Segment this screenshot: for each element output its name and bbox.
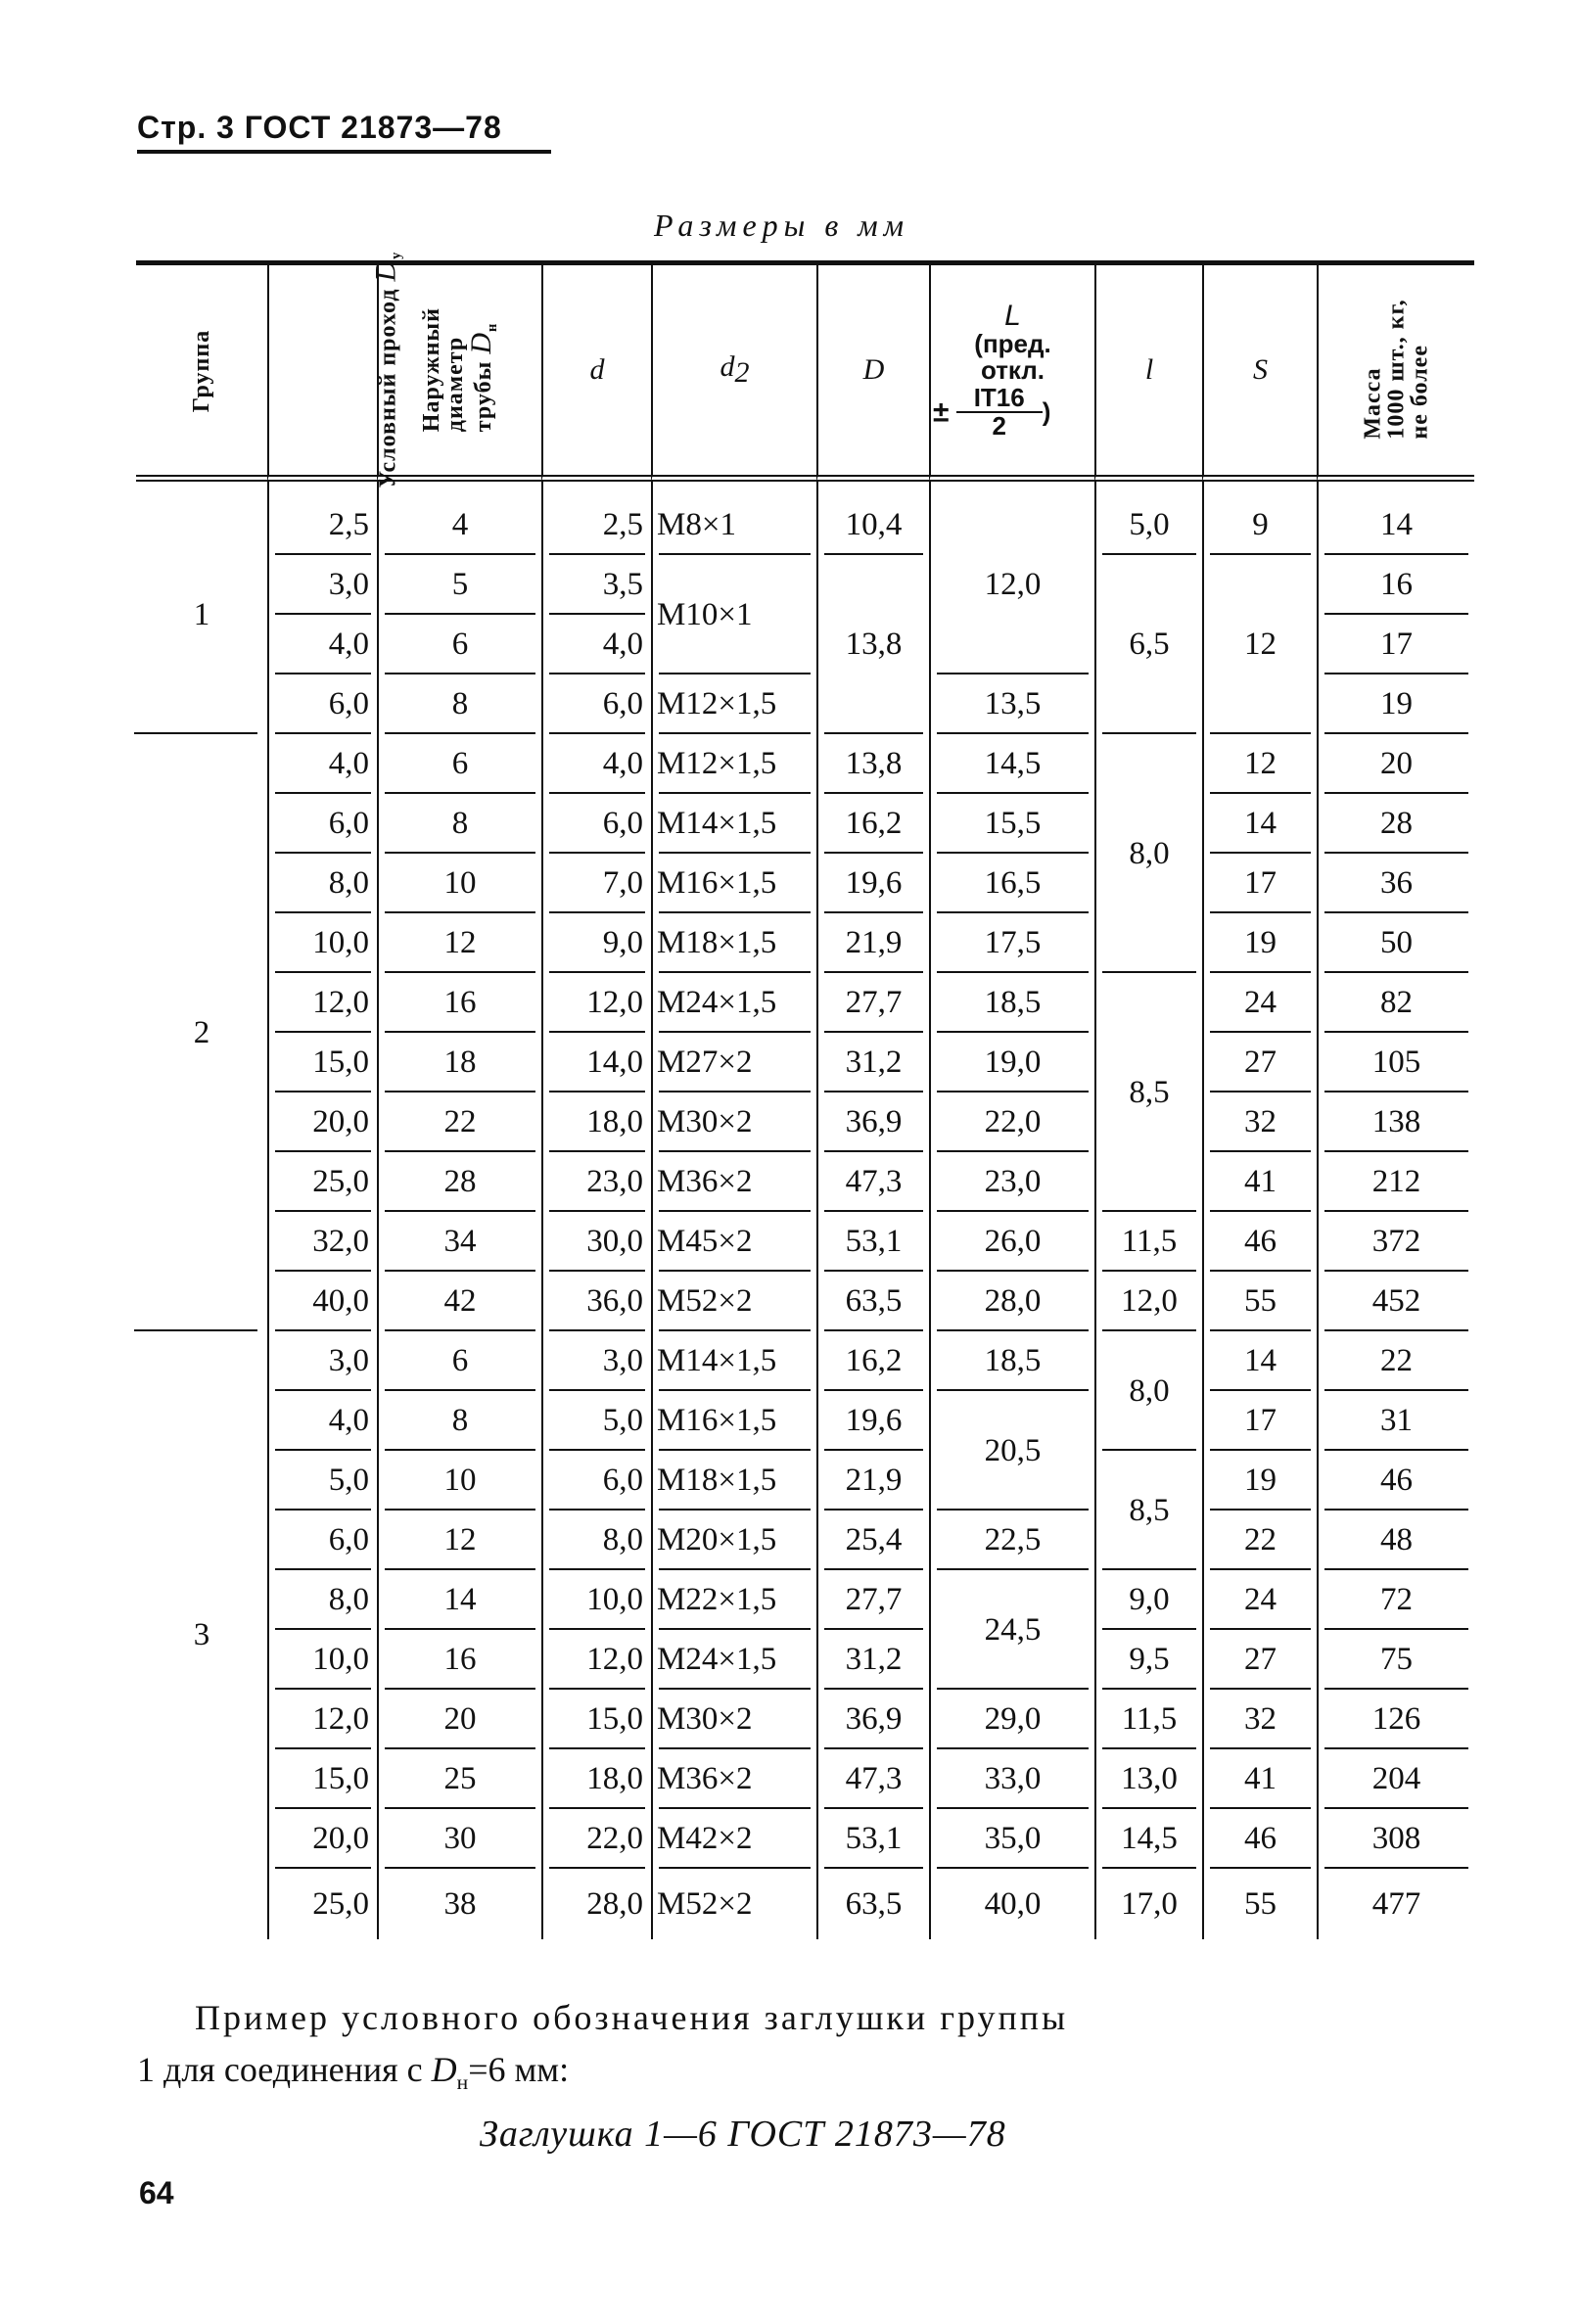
dimensions-table <box>136 252 1474 1939</box>
table-cell: 22 <box>1317 1331 1474 1391</box>
table-cell: 4,0 <box>267 1391 377 1451</box>
spacer-cell <box>541 482 651 495</box>
table-cell: 14 <box>1202 794 1317 854</box>
table-cell: 6,5 <box>1094 555 1202 734</box>
designation-example: Заглушка 1—6 ГОСТ 21873—78 <box>480 2114 1006 2155</box>
table-row <box>136 1092 1474 1152</box>
col-header-l: l <box>1094 265 1202 482</box>
table-cell: 16 <box>1317 555 1474 615</box>
table-cell: 6,0 <box>267 794 377 854</box>
table-cell: 5,0 <box>267 1451 377 1511</box>
table-cell: 55 <box>1202 1869 1317 1939</box>
table-cell: 4,0 <box>267 615 377 674</box>
table-cell: 10 <box>377 854 541 913</box>
table-cell: 28 <box>1317 794 1474 854</box>
table-body <box>136 482 1474 1939</box>
table-cell: 9,0 <box>1094 1570 1202 1630</box>
table-cell: 10 <box>377 1451 541 1511</box>
table-cell: 24,5 <box>929 1570 1094 1690</box>
table-cell: 21,9 <box>816 913 929 973</box>
table-cell: M8×1 <box>651 495 816 555</box>
table-cell: 22,5 <box>929 1511 1094 1570</box>
table-cell: M12×1,5 <box>651 734 816 794</box>
table-cell: 19,0 <box>929 1033 1094 1092</box>
table-cell: 14 <box>1202 1331 1317 1391</box>
table-row <box>136 495 1474 555</box>
col-header-d2: $d_2$ <box>651 265 816 482</box>
table-row <box>136 854 1474 913</box>
table-cell: 3,0 <box>267 555 377 615</box>
table-cell: 6 <box>377 615 541 674</box>
table-cell: 12,0 <box>1094 1272 1202 1331</box>
table-cell: 12,0 <box>929 495 1094 674</box>
table-cell: 10,0 <box>267 913 377 973</box>
table-cell: 27,7 <box>816 1570 929 1630</box>
table-cell: 33,0 <box>929 1749 1094 1809</box>
page-number: 64 <box>139 2175 174 2210</box>
table-cell: 18,5 <box>929 1331 1094 1391</box>
table-cell: 4 <box>377 495 541 555</box>
spacer-cell <box>136 482 267 495</box>
table-cell: 13,0 <box>1094 1749 1202 1809</box>
table-cell: 2,5 <box>541 495 651 555</box>
table-cell: 15,0 <box>267 1033 377 1092</box>
table-cell: 72 <box>1317 1570 1474 1630</box>
table-row <box>136 555 1474 615</box>
table-cell: 63,5 <box>816 1869 929 1939</box>
table-cell: M18×1,5 <box>651 913 816 973</box>
table-cell: M16×1,5 <box>651 854 816 913</box>
table-cell: 63,5 <box>816 1272 929 1331</box>
table-row <box>136 1272 1474 1331</box>
table-row <box>136 1749 1474 1809</box>
table-cell: 5,0 <box>541 1391 651 1451</box>
example-note-line2: 1 для соединения с $D_н=6$ мм: <box>137 2050 570 2095</box>
table-cell: 36 <box>1317 854 1474 913</box>
table-cell: M52×2 <box>651 1869 816 1939</box>
table-cell: 23,0 <box>929 1152 1094 1212</box>
table-cell: 36,0 <box>541 1272 651 1331</box>
table-cell: 18,5 <box>929 973 1094 1033</box>
table-cell: 24 <box>1202 1570 1317 1630</box>
table-cell: 12 <box>1202 734 1317 794</box>
table-cell: 19 <box>1202 913 1317 973</box>
table-cell: M36×2 <box>651 1152 816 1212</box>
table-cell: 10,0 <box>267 1630 377 1690</box>
table-cell: M45×2 <box>651 1212 816 1272</box>
table-cell: 13,8 <box>816 734 929 794</box>
table-cell: 38 <box>377 1869 541 1939</box>
table-cell: 204 <box>1317 1749 1474 1809</box>
table-cell: 14,5 <box>929 734 1094 794</box>
table-cell: 20,0 <box>267 1809 377 1869</box>
table-row <box>136 794 1474 854</box>
table-cell: 10,0 <box>541 1570 651 1630</box>
table-cell: 53,1 <box>816 1809 929 1869</box>
table-cell: 28 <box>377 1152 541 1212</box>
table-cell: 20,0 <box>267 1092 377 1152</box>
table-cell: M30×2 <box>651 1690 816 1749</box>
table-row <box>136 1212 1474 1272</box>
spacer-cell <box>1094 482 1202 495</box>
running-head: Стр. 3 ГОСТ 21873—78 <box>137 110 502 145</box>
table-cell: 22,0 <box>541 1809 651 1869</box>
table-row <box>136 913 1474 973</box>
table-cell: M30×2 <box>651 1092 816 1152</box>
table-row <box>136 973 1474 1033</box>
table-cell: M20×1,5 <box>651 1511 816 1570</box>
table-cell: 16,2 <box>816 794 929 854</box>
table-cell: 14,5 <box>1094 1809 1202 1869</box>
table-cell: 19,6 <box>816 1391 929 1451</box>
table-row <box>136 734 1474 794</box>
table-cell: 11,5 <box>1094 1212 1202 1272</box>
table-cell: 12 <box>377 1511 541 1570</box>
table-cell: 15,5 <box>929 794 1094 854</box>
table-cell: 23,0 <box>541 1152 651 1212</box>
table-cell: 4,0 <box>541 615 651 674</box>
table-cell: 16,2 <box>816 1331 929 1391</box>
table-cell: 36,9 <box>816 1690 929 1749</box>
spacer-cell <box>929 482 1094 495</box>
table-cell: 25 <box>377 1749 541 1809</box>
table-row <box>136 1809 1474 1869</box>
table-cell: 20 <box>377 1690 541 1749</box>
table-cell: 32 <box>1202 1690 1317 1749</box>
table-cell: 477 <box>1317 1869 1474 1939</box>
table-cell: 29,0 <box>929 1690 1094 1749</box>
table-cell: 16 <box>377 1630 541 1690</box>
col-header-L: L (пред. откл. ± $\frac{IT16}{2}$) <box>929 265 1094 482</box>
table-cell: 32,0 <box>267 1212 377 1272</box>
table-cell: 5,0 <box>1094 495 1202 555</box>
table-cell: M24×1,5 <box>651 973 816 1033</box>
table-cell: 126 <box>1317 1690 1474 1749</box>
table-cell: 17 <box>1202 1391 1317 1451</box>
table-cell: 46 <box>1202 1809 1317 1869</box>
table-cell: 30,0 <box>541 1212 651 1272</box>
table-cell: 22 <box>1202 1511 1317 1570</box>
table-row <box>136 1152 1474 1212</box>
table-cell: 9,5 <box>1094 1630 1202 1690</box>
table-cell: 42 <box>377 1272 541 1331</box>
group-cell: 2 <box>136 734 267 1331</box>
table-cell: 8,5 <box>1094 973 1202 1212</box>
table-cell: 14,0 <box>541 1033 651 1092</box>
table-cell: 25,0 <box>267 1869 377 1939</box>
table-cell: 19 <box>1202 1451 1317 1511</box>
table-cell: 19,6 <box>816 854 929 913</box>
table-cell: 41 <box>1202 1152 1317 1212</box>
table-cell: 8 <box>377 1391 541 1451</box>
table-cell: 12,0 <box>267 973 377 1033</box>
table-cell: 31 <box>1317 1391 1474 1451</box>
table-cell: 30 <box>377 1809 541 1869</box>
table-cell: 8,0 <box>541 1511 651 1570</box>
table-cell: 31,2 <box>816 1630 929 1690</box>
running-head-rule <box>137 150 551 154</box>
table-cell: 16,5 <box>929 854 1094 913</box>
table-cell: 25,4 <box>816 1511 929 1570</box>
table-cell: 18 <box>377 1033 541 1092</box>
table-cell: 17 <box>1317 615 1474 674</box>
table-cell: M18×1,5 <box>651 1451 816 1511</box>
table-cell: 452 <box>1317 1272 1474 1331</box>
table-cell: 212 <box>1317 1152 1474 1212</box>
table-row <box>136 1033 1474 1092</box>
table-cell: 15,0 <box>267 1749 377 1809</box>
table-cell: 47,3 <box>816 1152 929 1212</box>
table-cell: 13,8 <box>816 555 929 734</box>
table-cell: 27,7 <box>816 973 929 1033</box>
table-cell: 9,0 <box>541 913 651 973</box>
table-cell: 24 <box>1202 973 1317 1033</box>
col-header-mass: Масса 1000 шт., кг, не более <box>1317 265 1474 482</box>
table-cell: M27×2 <box>651 1033 816 1092</box>
table-cell: 138 <box>1317 1092 1474 1152</box>
table-row <box>136 1511 1474 1570</box>
table-cell: 12 <box>377 913 541 973</box>
table-cell: 40,0 <box>267 1272 377 1331</box>
example-note: Пример условного обозначения заглушки группы <box>195 1998 1069 2037</box>
col-header-D: D <box>816 265 929 482</box>
table-cell: 6 <box>377 734 541 794</box>
table-cell: 20 <box>1317 734 1474 794</box>
table-cell: 50 <box>1317 913 1474 973</box>
table-cell: 6 <box>377 1331 541 1391</box>
table-cell: 31,2 <box>816 1033 929 1092</box>
table-cell: M14×1,5 <box>651 1331 816 1391</box>
table-cell: 8,0 <box>267 1570 377 1630</box>
table-row <box>136 1391 1474 1451</box>
col-header-dy: Условный проход $D_у$ <box>267 265 377 482</box>
table-cell: 20,5 <box>929 1391 1094 1511</box>
table-cell: 27 <box>1202 1630 1317 1690</box>
table-cell: 14 <box>377 1570 541 1630</box>
table-cell: 8 <box>377 674 541 734</box>
table-cell: 55 <box>1202 1272 1317 1331</box>
table-cell: 8,5 <box>1094 1451 1202 1570</box>
table-cell: 47,3 <box>816 1749 929 1809</box>
spacer-cell <box>1317 482 1474 495</box>
table-cell: 12,0 <box>541 1630 651 1690</box>
spacer-cell <box>1202 482 1317 495</box>
spacer-row <box>136 482 1474 495</box>
table-cell: 7,0 <box>541 854 651 913</box>
table-cell: 18,0 <box>541 1092 651 1152</box>
table-cell: 8,0 <box>267 854 377 913</box>
header-row <box>136 265 1474 482</box>
table-cell: M22×1,5 <box>651 1570 816 1630</box>
table-cell: M16×1,5 <box>651 1391 816 1451</box>
table-cell: 16 <box>377 973 541 1033</box>
table-row <box>136 1630 1474 1690</box>
table-cell: M10×1 <box>651 555 816 674</box>
table-cell: 32 <box>1202 1092 1317 1152</box>
table-cell: 6,0 <box>541 794 651 854</box>
table-cell: 9 <box>1202 495 1317 555</box>
table-cell: 19 <box>1317 674 1474 734</box>
col-header-S: S <box>1202 265 1317 482</box>
table-row <box>136 1570 1474 1630</box>
table-cell: 14 <box>1317 495 1474 555</box>
table-cell: 3,0 <box>541 1331 651 1391</box>
table-row <box>136 1331 1474 1391</box>
table-cell: 15,0 <box>541 1690 651 1749</box>
table-cell: 6,0 <box>541 1451 651 1511</box>
group-cell: 1 <box>136 495 267 734</box>
table-cell: M24×1,5 <box>651 1630 816 1690</box>
table-row <box>136 1451 1474 1511</box>
table-cell: 28,0 <box>541 1869 651 1939</box>
table-cell: 11,5 <box>1094 1690 1202 1749</box>
table-row <box>136 1869 1474 1939</box>
table-cell: 2,5 <box>267 495 377 555</box>
table-cell: M14×1,5 <box>651 794 816 854</box>
table-cell: 36,9 <box>816 1092 929 1152</box>
table-cell: M52×2 <box>651 1272 816 1331</box>
group-cell: 3 <box>193 1617 210 1652</box>
table-cell: 35,0 <box>929 1809 1094 1869</box>
table-cell: 27 <box>1202 1033 1317 1092</box>
spacer-cell <box>267 482 377 495</box>
table-cell: 17,0 <box>1094 1869 1202 1939</box>
table-cell: 8,0 <box>1094 1331 1202 1451</box>
table-cell: 75 <box>1317 1630 1474 1690</box>
table-cell: 5 <box>377 555 541 615</box>
table-cell: 8 <box>377 794 541 854</box>
table-cell: 6,0 <box>267 1511 377 1570</box>
table-cell: 40,0 <box>929 1869 1094 1939</box>
table-cell: M42×2 <box>651 1809 816 1869</box>
table-row <box>136 1690 1474 1749</box>
table-cell: 6,0 <box>267 674 377 734</box>
table-cell: 22 <box>377 1092 541 1152</box>
col-header-dn: Наружный диаметр трубы $D_н$ <box>377 265 541 482</box>
table-cell: 18,0 <box>541 1749 651 1809</box>
table-cell: 82 <box>1317 973 1474 1033</box>
table-cell: 22,0 <box>929 1092 1094 1152</box>
table-cell: 28,0 <box>929 1272 1094 1331</box>
spacer-cell <box>816 482 929 495</box>
spacer-cell <box>377 482 541 495</box>
spacer-cell <box>651 482 816 495</box>
table-cell: 17,5 <box>929 913 1094 973</box>
col-header-d: d <box>541 265 651 482</box>
table-cell: 12 <box>1202 555 1317 734</box>
table-cell: 4,0 <box>267 734 377 794</box>
table-cell: 105 <box>1317 1033 1474 1092</box>
table-cell: 12,0 <box>541 973 651 1033</box>
table-cell: 13,5 <box>929 674 1094 734</box>
units-caption: Размеры в мм <box>654 208 910 243</box>
table-cell: 25,0 <box>267 1152 377 1212</box>
table-cell: 34 <box>377 1212 541 1272</box>
table-cell: M12×1,5 <box>651 674 816 734</box>
table-cell: 21,9 <box>816 1451 929 1511</box>
table-cell: 308 <box>1317 1809 1474 1869</box>
table-cell: 41 <box>1202 1749 1317 1809</box>
table-cell: 48 <box>1317 1511 1474 1570</box>
table-cell: 46 <box>1202 1212 1317 1272</box>
table-cell: 6,0 <box>541 674 651 734</box>
table-cell: 46 <box>1317 1451 1474 1511</box>
table-cell: 3,0 <box>267 1331 377 1391</box>
table-cell: 26,0 <box>929 1212 1094 1272</box>
table-cell: 12,0 <box>267 1690 377 1749</box>
table-cell: M36×2 <box>651 1749 816 1809</box>
col-header-group: Группа <box>136 265 267 482</box>
table-cell: 17 <box>1202 854 1317 913</box>
table-cell: 8,0 <box>1094 734 1202 973</box>
table-cell: 4,0 <box>541 734 651 794</box>
table-cell: 3,5 <box>541 555 651 615</box>
table-cell: 10,4 <box>816 495 929 555</box>
table-cell: 372 <box>1317 1212 1474 1272</box>
table-cell: 53,1 <box>816 1212 929 1272</box>
